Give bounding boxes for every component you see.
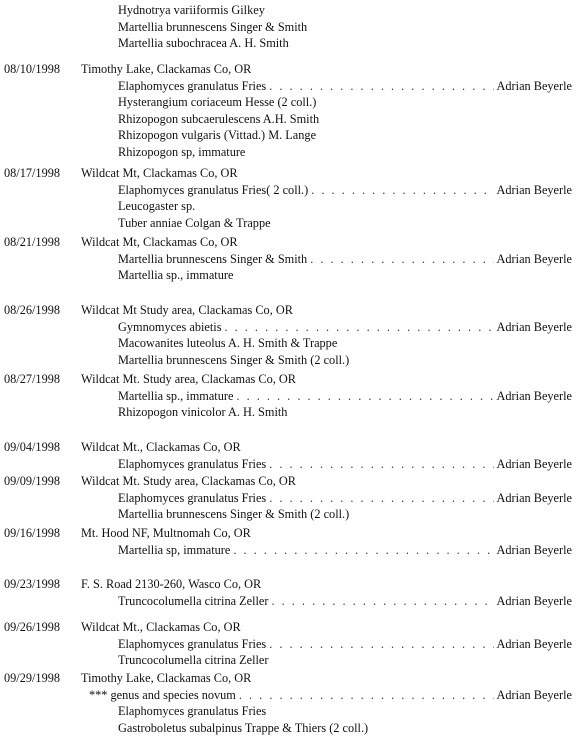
species-name (118, 458, 266, 471)
collector-name: Adrian Beyerle (496, 389, 572, 403)
collection-location: Wildcat Mt Study area, Clackamas Co, OR (81, 303, 293, 317)
species-line: Hydnotrya variiformis Gilkey (118, 3, 265, 17)
collection-date: 09/04/1998 (4, 440, 61, 454)
dot-leader (311, 184, 493, 197)
collector-name: Adrian Beyerle (496, 543, 572, 557)
species-line-with-collector (89, 688, 572, 702)
collection-date: 08/26/1998 (4, 303, 61, 317)
collector-name: Adrian Beyerle (496, 457, 572, 471)
dot-leader (310, 253, 493, 266)
collector-name: Adrian Beyerle (496, 594, 572, 608)
species-line: Martellia sp., immature (118, 268, 234, 282)
species-name-text: genus and species novum (110, 688, 236, 702)
asterisk-marker: *** (89, 688, 108, 702)
species-line: Rhizopogon subcaerulescens A.H. Smith (118, 112, 320, 126)
species-name-text: Elaphomyces granulatus Fries (118, 637, 267, 651)
collector-name: Adrian Beyerle (496, 320, 572, 334)
species-name (118, 184, 308, 197)
dot-leader (224, 321, 493, 334)
dot-leader (269, 80, 493, 93)
collector-name: Adrian Beyerle (496, 491, 572, 505)
collection-location: Wildcat Mt., Clackamas Co, OR (81, 440, 241, 454)
dot-leader (239, 689, 494, 702)
collection-location: Timothy Lake, Clackamas Co, OR (81, 671, 252, 685)
collection-date: 08/17/1998 (4, 166, 61, 180)
species-line: Macowanites luteolus A. H. Smith & Trappe (118, 336, 338, 350)
collector-name: Adrian Beyerle (496, 79, 572, 93)
collection-date: 08/21/1998 (4, 235, 61, 249)
species-line: Martellia subochracea A. H. Smith (118, 36, 289, 50)
species-line-with-collector (118, 458, 572, 471)
species-line: Martellia brunnescens Singer & Smith (118, 20, 308, 34)
dot-leader (236, 390, 493, 403)
dot-leader (233, 544, 493, 557)
species-line: Tuber anniae Colgan & Trappe (118, 216, 271, 230)
collection-date: 08/27/1998 (4, 372, 61, 386)
collection-location: Wildcat Mt, Clackamas Co, OR (81, 166, 238, 180)
collection-location: Wildcat Mt, Clackamas Co, OR (81, 235, 238, 249)
species-name-text: Elaphomyces granulatus Fries (118, 79, 267, 93)
species-name-text: Truncocolumella citrina Zeller (118, 594, 269, 608)
species-name (118, 80, 266, 93)
collector-name: Adrian Beyerle (496, 252, 572, 266)
species-name-text: Martellia sp., immature (118, 389, 234, 403)
collection-location: F. S. Road 2130-260, Wasco Co, OR (81, 577, 262, 591)
collection-location: Wildcat Mt., Clackamas Co, OR (81, 620, 241, 634)
species-name (118, 492, 266, 505)
collection-date: 09/26/1998 (4, 620, 61, 634)
species-line-with-collector (118, 321, 572, 334)
collector-name: Adrian Beyerle (496, 688, 572, 702)
species-name (118, 321, 221, 334)
dot-leader (271, 595, 493, 608)
species-line-with-collector (118, 184, 572, 197)
species-line: Martellia brunnescens Singer & Smith (2 coll.) (118, 353, 350, 367)
species-name-text: Gymnomyces abietis (118, 320, 222, 334)
dot-leader (269, 638, 493, 651)
species-name-text: Martellia brunnescens Singer & Smith (118, 252, 308, 266)
species-name-text: Elaphomyces granulatus Fries (118, 457, 267, 471)
species-name (118, 595, 268, 608)
species-name (118, 544, 230, 557)
collection-location: Timothy Lake, Clackamas Co, OR (81, 62, 252, 76)
species-line: Hysterangium coriaceum Hesse (2 coll.) (118, 95, 317, 109)
collection-date: 09/23/1998 (4, 577, 61, 591)
dot-leader (269, 492, 493, 505)
species-line: Elaphomyces granulatus Fries (118, 704, 267, 718)
collection-location: Wildcat Mt. Study area, Clackamas Co, OR (81, 372, 296, 386)
collection-date: 09/16/1998 (4, 526, 61, 540)
species-line-with-collector (118, 80, 572, 93)
species-line-with-collector (118, 390, 572, 403)
collection-date: 09/29/1998 (4, 671, 61, 685)
species-line: Rhizopogon vinicolor A. H. Smith (118, 405, 288, 419)
collection-date: 09/09/1998 (4, 474, 61, 488)
species-name-text: Martellia sp, immature (118, 543, 231, 557)
species-line-with-collector (118, 544, 572, 557)
species-line: Martellia brunnescens Singer & Smith (2 coll.) (118, 507, 350, 521)
species-line: Rhizopogon sp, immature (118, 145, 246, 159)
species-name (118, 253, 307, 266)
collection-location: Mt. Hood NF, Multnomah Co, OR (81, 526, 251, 540)
collection-date: 08/10/1998 (4, 62, 61, 76)
species-line: Rhizopogon vulgaris (Vittad.) M. Lange (118, 128, 317, 142)
species-line-with-collector (118, 253, 572, 266)
species-name-text: Elaphomyces granulatus Fries (118, 491, 267, 505)
species-line-with-collector (118, 638, 572, 651)
species-line-with-collector (118, 492, 572, 505)
collector-name: Adrian Beyerle (496, 637, 572, 651)
collection-location: Wildcat Mt. Study area, Clackamas Co, OR (81, 474, 296, 488)
species-line: Gastroboletus subalpinus Trappe & Thiers (2 coll.) (118, 721, 369, 735)
species-line-with-collector (118, 595, 572, 608)
collector-name: Adrian Beyerle (496, 183, 572, 197)
dot-leader (269, 458, 493, 471)
species-name (118, 638, 266, 651)
species-name (118, 390, 233, 403)
species-name-text: Elaphomyces granulatus Fries( 2 coll.) (118, 183, 309, 197)
species-name (89, 689, 236, 702)
species-line: Leucogaster sp. (118, 199, 196, 213)
species-line: Truncocolumella citrina Zeller (118, 653, 269, 667)
